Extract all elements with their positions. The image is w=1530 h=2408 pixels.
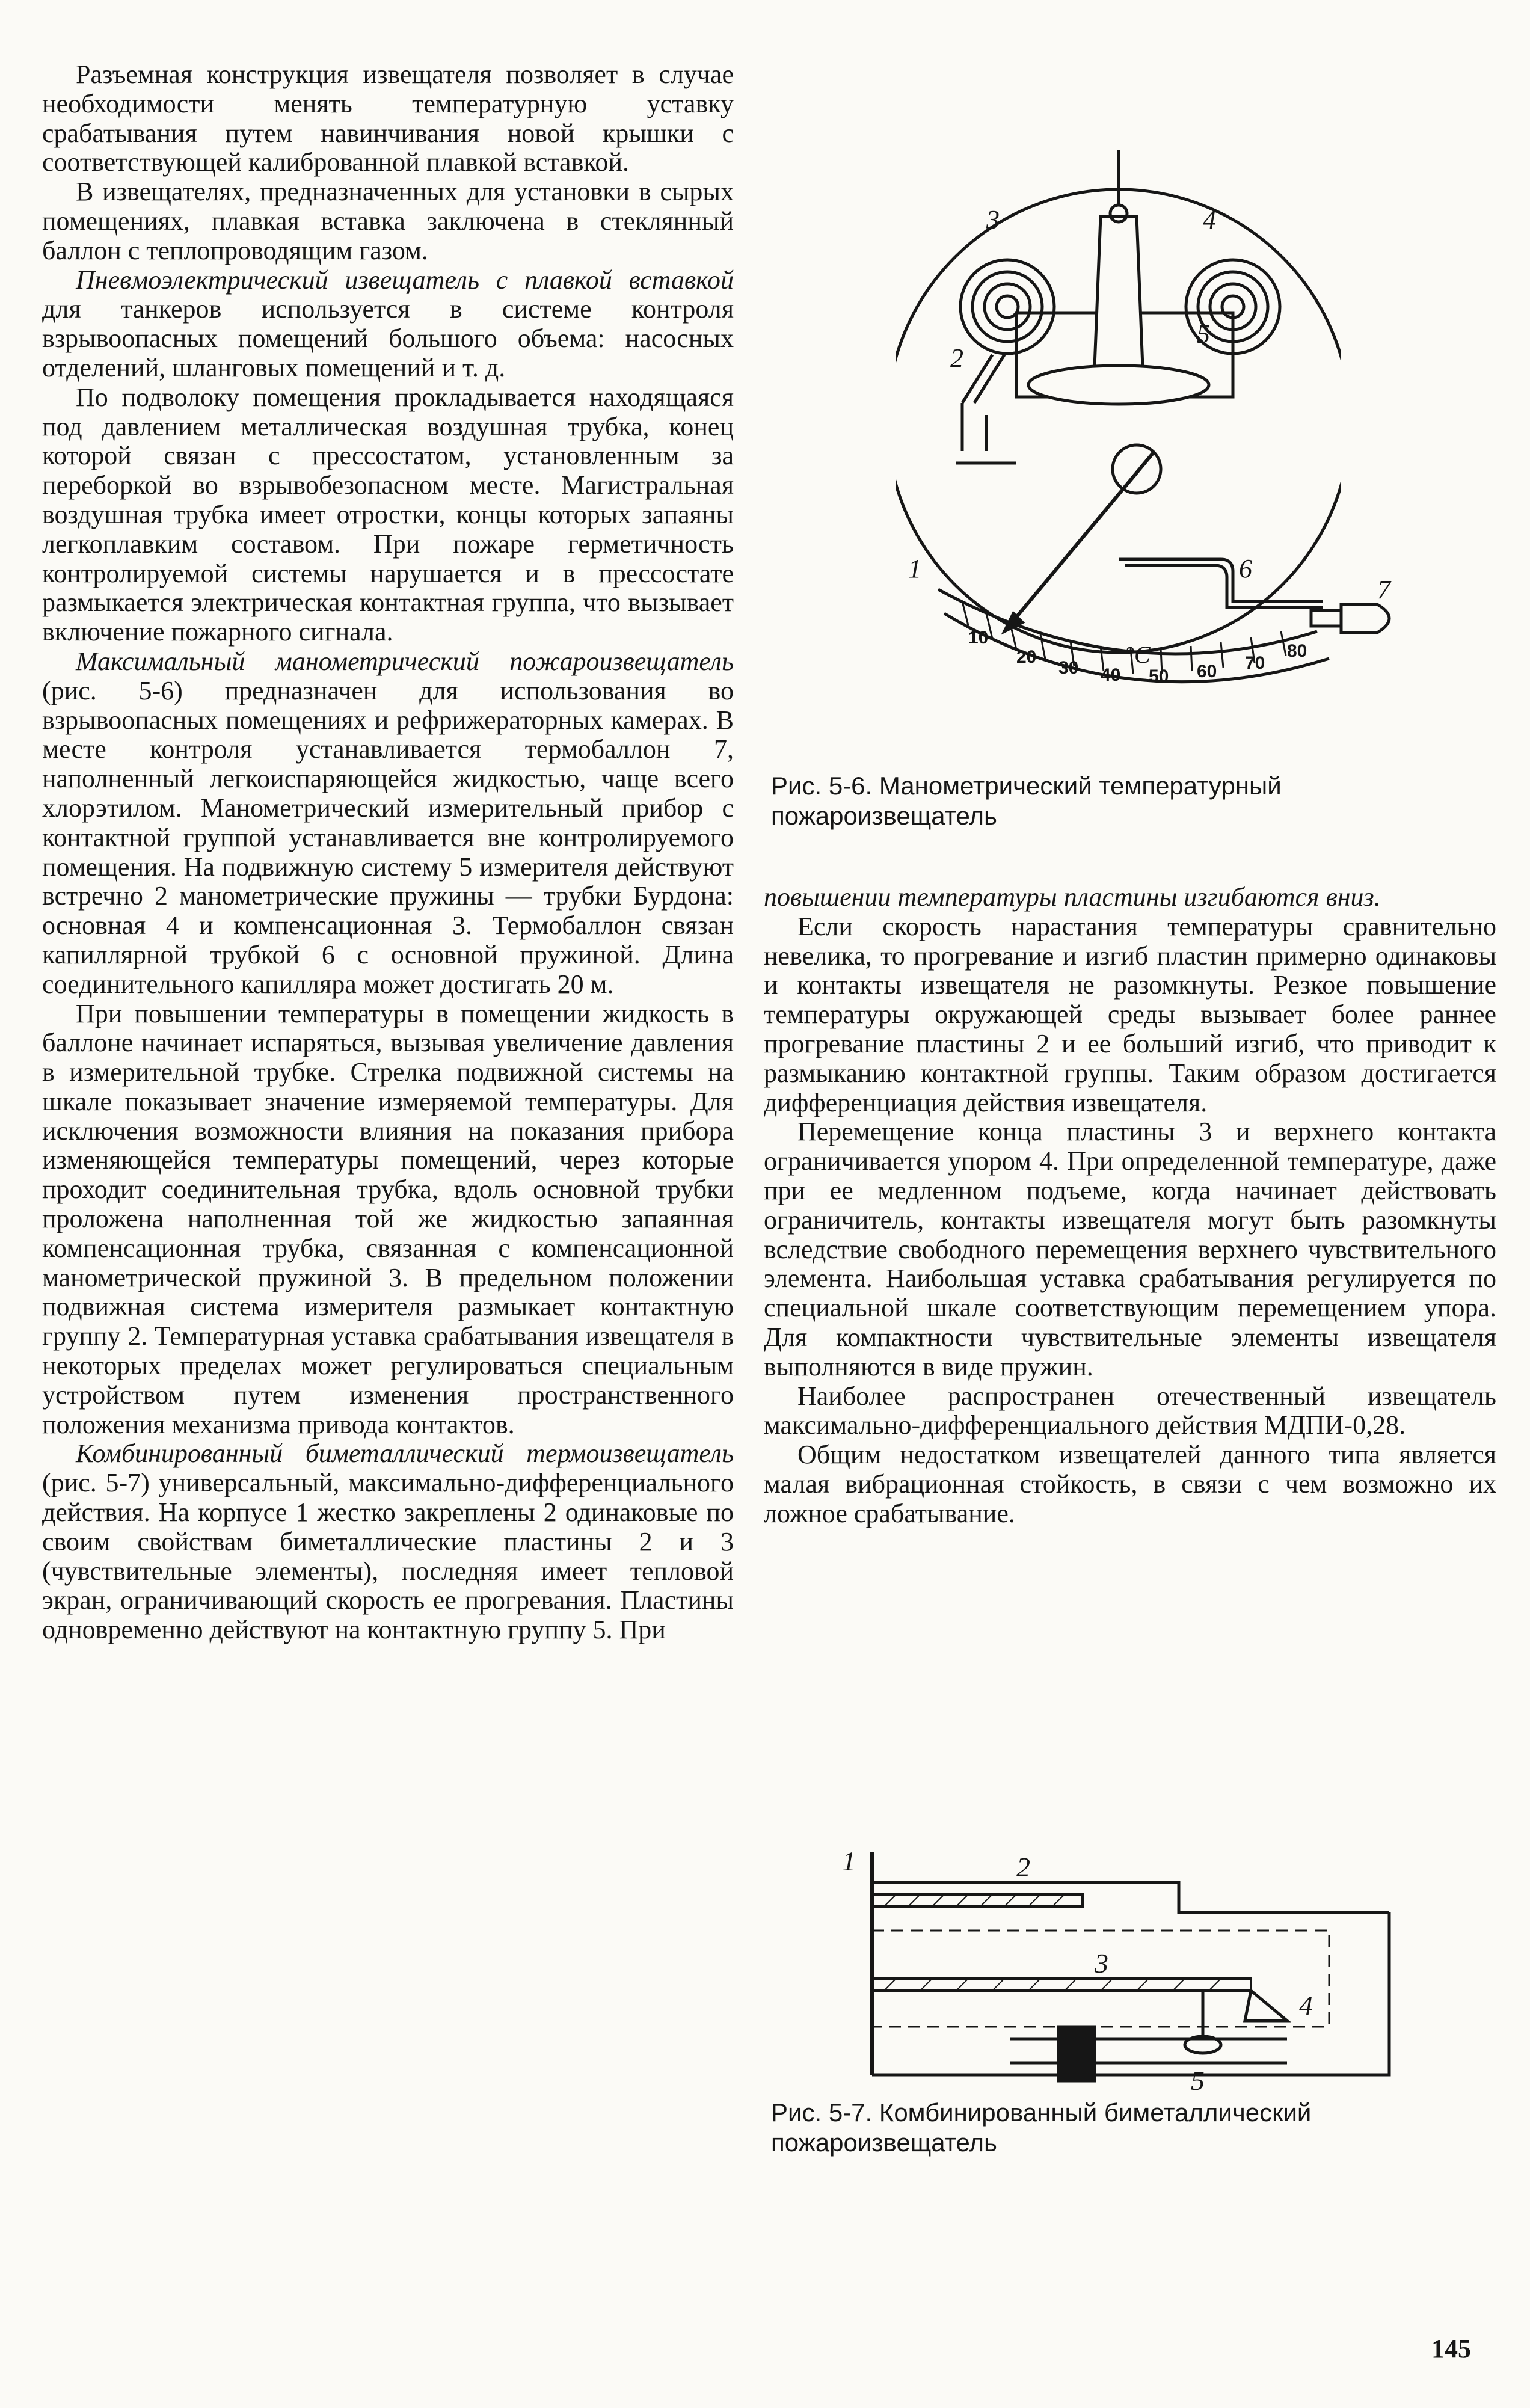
figure-label: 5 xyxy=(1191,2065,1205,2093)
paragraph xyxy=(42,266,734,383)
left-text-column xyxy=(42,60,734,1645)
bimetal-plate-3 xyxy=(872,1979,1251,1991)
italic-term: Комбинированный биметаллический термоизвещатель xyxy=(76,1439,734,1469)
figure-label: 5 xyxy=(1197,319,1210,349)
sensor-bulb xyxy=(1305,577,1425,650)
scale-hatching xyxy=(962,601,1286,674)
scale-tick: 30 xyxy=(1058,658,1079,678)
figure-5-6-caption: Рис. 5-6. Манометрический температурный пожароизвещатель xyxy=(771,772,1282,830)
insulator-block xyxy=(1058,2027,1095,2081)
housing-top xyxy=(872,1882,1389,1912)
figure-label: 6 xyxy=(1239,554,1252,583)
scale-tick: 20 xyxy=(1016,647,1037,667)
pointer-needle xyxy=(1004,451,1155,631)
figure-label: 3 xyxy=(986,205,1000,235)
paragraph: Разъемная конструкция извещателя позволяет в случае необходимости менять температурную уставку срабатывания путем навинчивания новой крышки с соответствующей калиброванной плавкой вставкой. xyxy=(42,60,734,177)
moving-system-stem xyxy=(1095,217,1143,367)
paragraph: повышении температуры пластины изгибаются вниз. xyxy=(764,882,1381,912)
paragraph xyxy=(42,1439,734,1645)
paragraph: Наиболее распространен отечественный извещатель максимально-дифференциального действия МДПИ-0,28. xyxy=(764,1381,1496,1440)
figure-label: 1 xyxy=(908,554,921,583)
paragraph-text: (рис. 5-6) предназначен для использования во взрывоопасных помещениях и рефрижераторных камерах. В месте контроля устанавливается термобаллон 7, наполненный легкоиспаряющейся жидкостью, чаще всего хлорэтилом. Манометрический измерительный прибор с контактной группой устанавливается вне контролируемого помещения. На подвижную систему 5 измерителя действуют встречно 2 манометрические пружины — трубки Бурдона: основная 4 и компенсационная 3. Термобаллон связан капиллярной трубкой 6 с основной пружиной. Длина соединительного капилляра может достигать 20 м. xyxy=(42,675,734,999)
figure-label: 7 xyxy=(1377,577,1390,604)
paragraph-text: (рис. 5-7) универсальный, максимально-дифференциального действия. На корпусе 1 жестко закреплены 2 одинаковые по своим свойствам биметаллические пластины 2 и 3 (чувствительные элементы), последняя имеет тепловой экран, ограничивающий скорость ее прогревания. Пластины одновременно действуют на контактную группу 5. При xyxy=(42,1468,734,1645)
figure-label: 2 xyxy=(950,343,963,373)
scale-tick: 10 xyxy=(968,628,989,648)
scale-tick: 50 xyxy=(1149,666,1169,686)
bourdon-spring-compensation xyxy=(960,260,1054,354)
paragraph xyxy=(42,647,734,1000)
figure-label: 3 xyxy=(1095,1948,1108,1979)
scale-tick: 60 xyxy=(1197,662,1217,681)
scale-unit: °C xyxy=(1125,641,1151,668)
figure-label: 4 xyxy=(1203,205,1216,235)
right-text-column xyxy=(764,883,1496,1529)
page-number: 145 xyxy=(1431,2334,1471,2363)
paragraph: Общим недостатком извещателей данного типа является малая вибрационная стойкость, в связи с чем возможно их ложное срабатывание. xyxy=(764,1440,1496,1528)
figure-5-7-diagram xyxy=(830,1846,1449,2093)
bimetal-plate-2 xyxy=(872,1894,1083,1906)
paragraph: При повышении температуры в помещении жидкость в баллоне начинает испаряться, вызывая увеличение давления в измерительной трубке. Стрелка подвижной системы на шкале показывает значение измеряемой температуры. Для исключения возможности влияния на показания прибора изменяющейся температуры помещений, через которые проходит соединительная трубка, вдоль основной трубки проложена наполненная той же жидкостью запаянная компенсационная трубка, связанная с компенсационной манометрической пружиной 3. В предельном положении подвижная система измерителя размыкает контактную группу 2. Температурная уставка срабатывания извещателя в некоторых пределах может регулироваться специальным устройством путем изменения пространственного положения механизма привода контактов. xyxy=(42,998,734,1439)
stop xyxy=(1245,1991,1287,2021)
paragraph: В извещателях, предназначенных для установки в сырых помещениях, плавкая вставка заключена в стеклянный баллон с теплопроводящим газом. xyxy=(42,177,734,265)
paragraph: Если скорость нарастания температуры сравнительно невелика, то прогревание и изгиб пластин примерно одинаковы и контакты извещателя не разомкнуты. Резкое повышение температуры окружающей среды вызывает более раннее прогревание пластины 2 и ее больший изгиб, что приводит к размыканию контактной группы. Таким образом достигается дифференциация действия извещателя. xyxy=(764,911,1496,1117)
scale-tick: 80 xyxy=(1287,641,1307,661)
moving-system-plate xyxy=(1028,366,1209,404)
scale-tick: 70 xyxy=(1245,653,1265,673)
italic-term: Пневмоэлектрический извещатель с плавкой вставкой xyxy=(76,265,734,295)
figure-label: 4 xyxy=(1299,1990,1313,2021)
scale-tick: 40 xyxy=(1101,665,1121,685)
paragraph-text: для танкеров используется в системе контроля взрывоопасных помещений большого объема: насосных отделений, шланговых помещений и т. д. xyxy=(42,294,734,382)
contact-group xyxy=(956,355,1016,463)
plate-hatching-2 xyxy=(884,1979,1221,1991)
figure-label: 2 xyxy=(1016,1852,1030,1882)
figure-label: 1 xyxy=(842,1846,856,1876)
paragraph: Перемещение конца пластины 3 и верхнего контакта ограничивается упором 4. При определенной температуре, даже при ее медленном подъеме, когда начинает действовать ограничитель, контакты извещателя могут быть разомкнуты вследствие свободного перемещения верхнего чувствительного элемента. Наибольшая уставка срабатывания регулируется по специальной шкале соответствующим перемещением упора. Для компактности чувствительные элементы извещателя выполняются в виде пружин. xyxy=(764,1117,1496,1381)
figure-5-7-caption: Рис. 5-7. Комбинированный биметаллический пожароизвещатель xyxy=(771,2098,1312,2157)
figure-5-6-diagram xyxy=(896,114,1341,734)
italic-term: Максимальный манометрический пожароизвещатель xyxy=(76,646,734,676)
paragraph: По подволоку помещения прокладывается находящаяся под давлением металлическая воздушная трубка, конец которой связан с прессостатом, установленным за переборкой во взрывобезопасном месте. Магистральная воздушная трубка имеет отростки, концы которых запаяны легкоплавким составом. При пожаре герметичность контролируемой системы нарушается и в прессостате размыкается электрическая контактная группа, что вызывает включение пожарного сигнала. xyxy=(42,382,734,647)
plate-hatching xyxy=(884,1894,1065,1906)
